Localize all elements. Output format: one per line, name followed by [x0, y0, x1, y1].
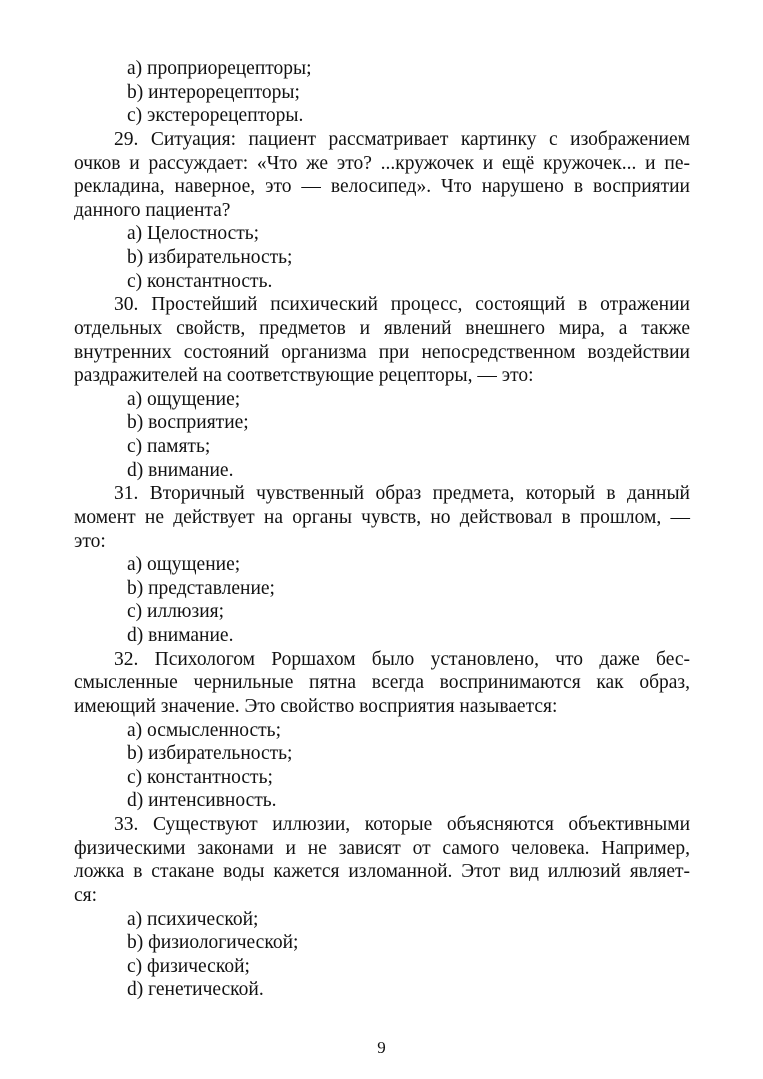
option-line: a) Целостность; [127, 223, 260, 244]
option-line: b) физиологической; [127, 932, 299, 953]
question-text-line: это: [74, 531, 106, 552]
question-text-line: данного пациента? [74, 200, 231, 221]
option-line: c) иллюзия; [127, 601, 225, 622]
question-text-line: момент не действует на органы чувств, но действовал в прошлом, — [74, 507, 690, 528]
question-text-line: смысленные чернильные пятна всегда воспринимаются как образ, [74, 672, 690, 693]
option-line: b) интерорецепторы; [127, 82, 300, 103]
question-text-line: раздражителей на соответствующие рецепторы, — это: [74, 365, 534, 386]
question-text-line: внутренних состояний организма при непосредственном воздействии [74, 342, 690, 363]
question-text-line: имеющий значение. Это свойство восприятия называется: [74, 696, 558, 717]
question-32-text: 32. Психологом Роршахом было установлено, что даже бес- [114, 649, 690, 670]
option-line: c) экстерорецепторы. [127, 105, 304, 126]
option-line: b) избирательность; [127, 743, 293, 764]
question-text-line: ся: [74, 885, 98, 906]
option-line: a) психической; [127, 909, 259, 930]
question-33-text: 33. Существуют иллюзии, которые объясняются объективными [114, 814, 690, 835]
question-text-line: отдельных свойств, предметов и явлений внешнего мира, а также [74, 318, 690, 339]
question-text-line: очков и рассуждает: «Что же это? ...кружочек и ещё кружочек... и пе- [74, 153, 690, 174]
option-line: a) проприорецепторы; [127, 58, 312, 79]
option-line: d) внимание. [127, 460, 234, 481]
question-text-line: физическими законами и не зависят от самого человека. Например, [74, 838, 690, 859]
option-line: d) внимание. [127, 625, 234, 646]
option-line: a) ощущение; [127, 554, 241, 575]
page-number: 9 [377, 1038, 386, 1057]
option-line: c) физической; [127, 956, 250, 977]
question-text-line: рекладина, наверное, это — велосипед». Что нарушено в восприятии [74, 176, 690, 197]
question-30-text: 30. Простейший психический процесс, состоящий в отражении [114, 294, 690, 315]
option-line: b) восприятие; [127, 412, 249, 433]
option-line: c) память; [127, 436, 211, 457]
option-line: b) избирательность; [127, 247, 293, 268]
option-line: a) ощущение; [127, 389, 241, 410]
option-line: a) осмысленность; [127, 720, 281, 741]
option-line: c) константность. [127, 271, 273, 292]
option-line: d) генетической. [127, 979, 264, 1000]
option-line: d) интенсивность. [127, 790, 277, 811]
option-line: b) представление; [127, 578, 275, 599]
question-31-text: 31. Вторичный чувственный образ предмета, который в данный [114, 483, 690, 504]
question-text-line: ложка в стакане воды кажется изломанной. Этот вид иллюзий являет- [74, 861, 690, 882]
option-line: c) константность; [127, 767, 273, 788]
question-29-text: 29. Ситуация: пациент рассматривает картинку с изображением [114, 129, 690, 150]
